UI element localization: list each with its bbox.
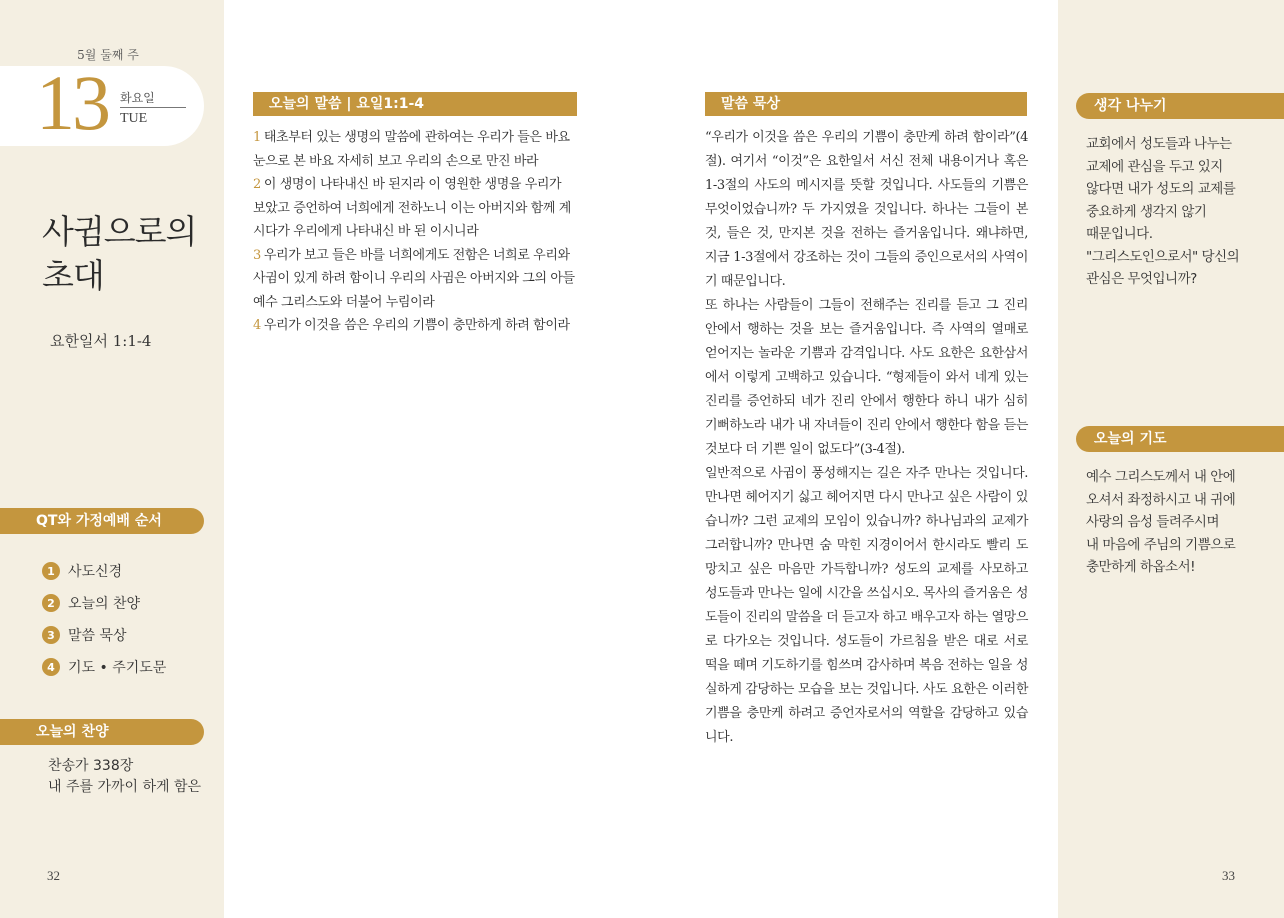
meditation-paragraph: 일반적으로 사귐이 풍성해지는 길은 자주 만나는 것입니다. 만나면 헤어지기 싫고 헤어지면 다시 만나고 싶은 사람이 있습니까? 그런 교제의 모임이 있습니까? 하나님과의 교제가 그러합니까? 만나면 숨 막힌 지경이어서 한시라도 빨리 도망치고 싶은 마음만 가득합니까? 성도의 교제를 사모하고 성도들과 만나는 일에 시간을 쓰십시오. 목사의 즐거움은 성도들이 진리의 말씀을 더 듣고자 하고 배우고자 하는 열망으로 다가오는 것입니다. 성도들이 가르침을 받은 대로 서로 떡을 떼며 기도하기를 힘쓰며 감사하며 복음 전하는 일을 성실하게 감당하는 모습을 보는 것입니다. 사도 요한은 이러한 기쁨을 충만케 하려고 증언자로서의 역할을 감당하고 있습니다. <box>705 466 1028 745</box>
order-list <box>42 555 166 683</box>
step-number-badge: 3 <box>42 626 60 644</box>
page-number-right: 33 <box>1222 868 1235 883</box>
order-item-label: 사도신경 <box>68 564 123 580</box>
share-line: 관심은 무엇입니까? <box>1086 271 1197 287</box>
order-item <box>42 619 166 651</box>
hymn-title: 내 주를 가까이 하게 함은 <box>48 779 202 795</box>
order-item-label: 말씀 묵상 <box>68 628 127 644</box>
verse-number: 3 <box>253 247 261 263</box>
order-item <box>42 555 166 587</box>
scripture-verses <box>253 126 577 338</box>
weekday-divider <box>120 107 186 108</box>
share-line: 중요하게 생각지 않기 <box>1086 203 1207 220</box>
week-label: 5월 둘째 주 <box>77 48 139 62</box>
verse <box>253 244 577 315</box>
word-heading: 오늘의 말씀 | 요일1:1-4 <box>253 92 577 116</box>
order-item <box>42 651 166 683</box>
weekday-korean: 화요일 <box>120 91 155 105</box>
verse-text: 태초부터 있는 생명의 말씀에 관하여는 우리가 들은 바요 눈으로 본 바요 자세히 보고 우리의 손으로 만진 바라 <box>253 130 570 169</box>
order-heading: QT와 가정예배 순서 <box>0 508 204 534</box>
verse-number: 1 <box>253 130 261 145</box>
weekday-english: TUE <box>120 111 148 126</box>
verse-number: 2 <box>253 177 261 192</box>
title-line-1: 사귐으로의 <box>42 212 197 251</box>
prayer-line: 사랑의 음성 들려주시며 <box>1086 514 1219 530</box>
prayer-line: 내 마음에 주님의 기쁨으로 <box>1086 536 1236 553</box>
verse-text: 우리가 보고 들은 바를 너희에게도 전함은 너희로 우리와 사귐이 있게 하려 함이니 우리의 사귐은 아버지와 그의 아들 예수 그리스도와 더불어 누림이라 <box>253 247 575 310</box>
page-number-left: 32 <box>47 868 60 883</box>
prayer-line: 오셔서 좌정하시고 내 귀에 <box>1086 491 1236 508</box>
meditation-body <box>705 126 1028 750</box>
verse <box>253 314 577 338</box>
share-text <box>1086 133 1256 291</box>
step-number-badge: 2 <box>42 594 60 612</box>
verse-number: 4 <box>253 318 261 333</box>
share-line: 교회에서 성도들과 나누는 <box>1086 136 1232 152</box>
day-number: 13 <box>36 59 108 146</box>
step-number-badge: 1 <box>42 562 60 580</box>
share-line: 교제에 관심을 두고 있지 <box>1086 158 1223 175</box>
verse <box>253 126 577 173</box>
prayer-line: 충만하게 하옵소서! <box>1086 559 1196 575</box>
order-item-label: 기도 • 주기도문 <box>68 660 167 676</box>
title-line-2: 초대 <box>42 256 104 295</box>
meditation-paragraph: “우리가 이것을 씀은 우리의 기쁨이 충만케 하려 함이라”(4절). 여기서 “이것”은 요한일서 서신 전체 내용이거나 혹은 1-3절의 사도의 메시지를 뜻할 것입니다. 사도들의 기쁨은 무엇이었습니까? 두 가지였을 것입니다. 하나는 그들이 본 것, 들은 것, 만지본 것을 전하는 즐거움입니다. 왜냐하면, 지금 1-3절에서 강조하는 것이 그들의 증인으로서의 사역이기 때문입니다. <box>705 130 1028 289</box>
verse-text: 이 생명이 나타내신 바 된지라 이 영원한 생명을 우리가 보았고 증언하여 너희에게 전하노니 이는 아버지와 함께 계시다가 우리에게 나타내신 바 된 이시니라 <box>253 177 571 239</box>
order-item <box>42 587 166 619</box>
scripture-reference: 요한일서 1:1-4 <box>50 332 152 350</box>
share-line: "그리스도인으로서" 당신의 <box>1086 248 1240 265</box>
prayer-text <box>1086 466 1256 579</box>
prayer-heading: 오늘의 기도 <box>1076 426 1284 452</box>
meditation-paragraph: 또 하나는 사람들이 그들이 전해주는 진리를 듣고 그 진리 안에서 행하는 것을 보는 즐거움입니다. 즉 사역의 열매로 얻어지는 놀라운 기쁨과 감격입니다. 사도 요한은 요한삼서에서 이렇게 고백하고 있습니다. “형제들이 와서 네게 있는 진리를 증언하되 네가 진리 안에서 행한다 하니 내가 심히 기뻐하노라 내가 내 자녀들이 진리 안에서 행한다 함을 듣는 것보다 더 기쁜 일이 없도다”(3-4절). <box>705 298 1028 457</box>
page-title <box>42 210 222 298</box>
meditation-heading: 말씀 묵상 <box>705 92 1027 116</box>
hymn-number: 찬송가 338장 <box>48 758 134 774</box>
share-heading: 생각 나누기 <box>1076 93 1284 119</box>
prayer-line: 예수 그리스도께서 내 안에 <box>1086 469 1236 485</box>
order-item-label: 오늘의 찬양 <box>68 596 141 612</box>
hymn-heading: 오늘의 찬양 <box>0 719 204 745</box>
share-line: 때문입니다. <box>1086 226 1153 242</box>
share-line: 않다면 내가 성도의 교제를 <box>1086 181 1236 197</box>
verse <box>253 173 577 244</box>
hymn-info <box>48 756 201 798</box>
verse-text: 우리가 이것을 씀은 우리의 기쁨이 충만하게 하려 함이라 <box>263 318 570 333</box>
step-number-badge: 4 <box>42 658 60 676</box>
